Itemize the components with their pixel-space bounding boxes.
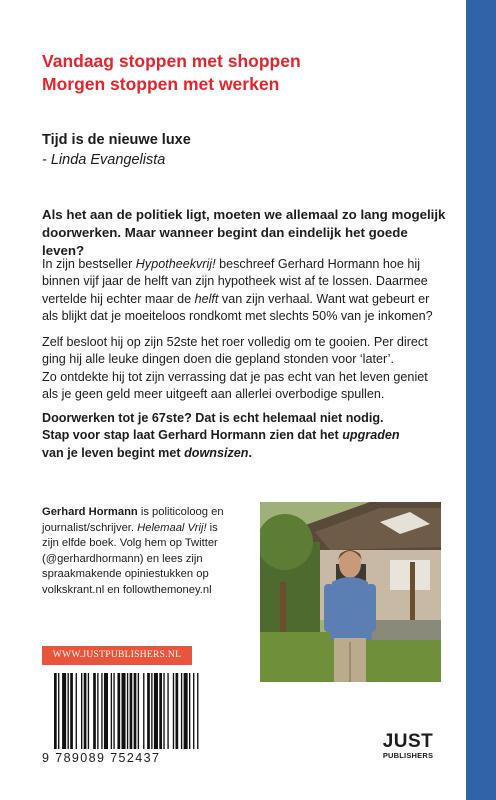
isbn-digits: 9 789089 752437	[42, 751, 161, 765]
emphasis-downsizen: downsizen	[184, 445, 249, 460]
paragraph-2	[42, 334, 447, 403]
p3-line-3: van je leven begint met downsizen.	[42, 445, 252, 460]
p2-line-2: ging hij alle leuke dingen doen die gepland stonden voor ‘later’.	[42, 352, 394, 367]
isbn-barcode	[42, 671, 245, 769]
p1-line-4: als blijkt dat je moeiteloos rondkomt met slechts 50% van je inkomen?	[42, 308, 433, 323]
p1-line-3: vertelde hij echter maar de helft van zijn verhaal. Want wat gebeurt er	[42, 291, 430, 306]
p3-line-2: Stap voor stap laat Gerhard Hormann zien dat het upgraden	[42, 428, 400, 443]
p2-line-3: Zo ontdekte hij tot zijn verrassing dat je pas echt van het leven geniet	[42, 369, 428, 384]
lead-paragraph	[42, 206, 447, 259]
author-bio: Gerhard Hormann is politicoloog en journalist/schrijver. Helemaal Vrij! is zijn elfde boek. Volg hem op Twitter (@gerhardhormann) en lees zijn spraakmakende opiniestukken op volkskrant.nl en followthemoney.nl	[42, 506, 224, 596]
epigraph	[42, 130, 191, 170]
spine-band	[466, 0, 496, 800]
author-name: Gerhard Hormann	[42, 506, 138, 518]
logo-word-just: JUST	[382, 731, 434, 752]
p1-line-2: binnen vijf jaar de helft van zijn hypotheek wist af te lossen. Daarmee	[42, 274, 428, 289]
headline-line-2: Morgen stoppen met werken	[42, 74, 280, 94]
publisher-website: WWW.JUSTPUBLISHERS.NL	[42, 646, 192, 665]
headline	[42, 50, 301, 96]
epigraph-text: Tijd is de nieuwe luxe	[42, 132, 191, 148]
epigraph-author: - Linda Evangelista	[42, 152, 166, 168]
emphasis-helft: helft	[194, 291, 219, 306]
p3-line-1: Doorwerken tot je 67ste? Dat is echt helemaal niet nodig.	[42, 411, 384, 425]
logo-word-publishers: PUBLISHERS	[382, 751, 434, 760]
book-title-hypotheekvrij: Hypotheekvrij!	[135, 257, 216, 271]
barcode-bars	[42, 671, 245, 751]
book-title-helemaal-vrij: Helemaal Vrij!	[137, 521, 207, 534]
lead-line-1: Als het aan de politiek ligt, moeten we allemaal zo lang mogelijk	[42, 207, 446, 222]
author-photo	[260, 502, 441, 682]
paragraph-3	[42, 410, 447, 462]
lead-line-2: doorwerken. Maar wanneer begint dan eindelijk het goede leven?	[42, 224, 408, 258]
p2-line-1: Zelf besloot hij op zijn 52ste het roer volledig om te gooien. Per direct	[42, 335, 428, 349]
author-photo-illustration	[260, 502, 441, 682]
p1-line-1: In zijn bestseller Hypotheekvrij! beschreef Gerhard Hormann hoe hij	[42, 257, 421, 271]
paragraph-1	[42, 256, 447, 325]
p2-line-4: als je geen geld meer uitgeeft aan allerlei overbodige spullen.	[42, 386, 385, 401]
emphasis-upgraden: upgraden	[342, 428, 400, 443]
headline-line-1: Vandaag stoppen met shoppen	[42, 51, 301, 71]
publisher-logo	[378, 733, 438, 760]
